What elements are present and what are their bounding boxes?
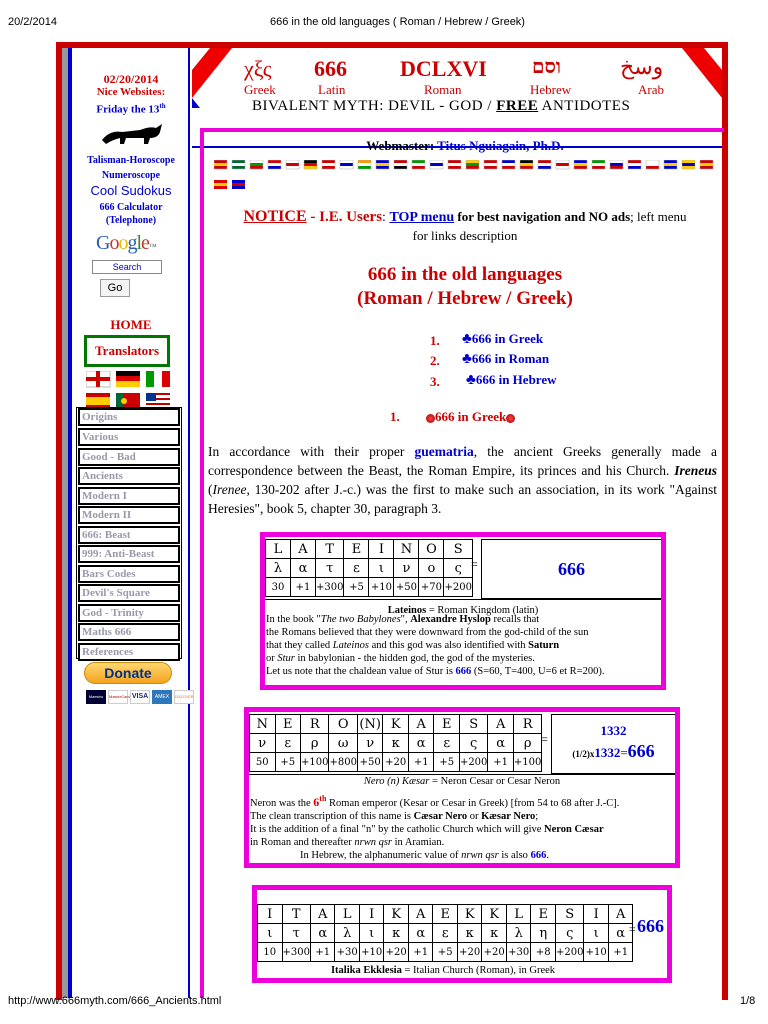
italika-greek-cell: ι xyxy=(359,924,384,943)
print-page-number: 1/8 xyxy=(740,995,756,1007)
motto-free: FREE xyxy=(496,98,539,114)
menu-item-maths-666[interactable]: Maths 666 xyxy=(78,623,180,641)
nero-nums-cell: +5 xyxy=(434,753,460,772)
lateinos-nums-cell: 30 xyxy=(266,578,291,597)
nero-nums-cell: +1 xyxy=(408,753,434,772)
language-flag-icon[interactable] xyxy=(610,160,623,169)
lateinos-caption-rest: = Roman Kingdom (latin) xyxy=(426,605,539,616)
italika-nums-cell: +200 xyxy=(555,943,583,962)
nero-latin-cell: (N) xyxy=(359,716,381,732)
italika-latin-cell: A xyxy=(408,905,433,924)
nero-half-factor: (1/2)x xyxy=(572,749,595,759)
italika-latin-cell: E xyxy=(433,905,458,924)
para-text: ( xyxy=(208,482,213,497)
nero-latin-cell: A xyxy=(408,715,434,734)
lateinos-table xyxy=(265,539,473,597)
nero-half-num: 1332 xyxy=(594,745,621,760)
section-1-title-text: 666 in Greek xyxy=(435,409,507,424)
italika-greek-cell: ε xyxy=(433,924,458,943)
friday-label: Friday the 13 xyxy=(96,103,160,116)
menu-item-god-trinity[interactable]: God - Trinity xyxy=(78,604,180,622)
italika-nums-cell: +20 xyxy=(457,943,482,962)
lateinos-row-greek xyxy=(266,559,473,578)
ireneus: Ireneus xyxy=(674,463,717,478)
lateinos-greek-cell: λ xyxy=(266,559,291,578)
lateinos-latin-cell: I xyxy=(369,540,394,559)
nero-greek-cell: ε xyxy=(275,734,301,753)
language-flag-icon[interactable] xyxy=(214,180,227,189)
black-cat-icon xyxy=(100,122,164,146)
lateinos-latin-cell: A xyxy=(291,540,316,559)
nero-nums-cell: +100 xyxy=(513,753,541,772)
arab-666: وسخ xyxy=(620,54,664,79)
italika-latin-cell: I xyxy=(584,905,609,924)
italika-total: 666 xyxy=(637,916,664,936)
italika-greek-cell: α xyxy=(608,924,633,943)
section-1-title xyxy=(426,409,515,425)
nero-note: Neron was the 6th Roman emperor (Kesar or Cesar in Greek) [from 54 to 68 after J.-C]. xyxy=(250,794,620,809)
discover-card-icon: DISCOVER xyxy=(174,690,194,704)
lateinos-latin-cell: E xyxy=(344,540,369,559)
nero-caption: Nero (n) Kæsar = Neron Cesar or Cesar Neron xyxy=(249,774,675,788)
print-title: 666 in the old languages ( Roman / Hebrew / Greek) xyxy=(270,16,525,28)
language-flag-icon[interactable] xyxy=(394,160,407,169)
nero-row-greek xyxy=(250,734,542,753)
italika-greek-cell: α xyxy=(408,924,433,943)
italika-nums-cell: +10 xyxy=(584,943,609,962)
toc-num-2: 2. xyxy=(430,353,440,368)
notice-ie: - I.E. Users xyxy=(306,209,383,225)
amex-card-icon: AMEX xyxy=(152,690,172,704)
nero-latin-cell: R xyxy=(301,715,329,734)
webmaster-line: Webmaster: Titus Nguiagain, Ph.D. xyxy=(366,138,564,153)
italika-latin-cell: L xyxy=(335,905,360,924)
talisman-link[interactable]: Talisman-Horoscope xyxy=(87,155,175,166)
hebrew-666: וסם xyxy=(532,56,561,78)
lateinos-greek-cell: ε xyxy=(344,559,369,578)
roman-label: Roman xyxy=(424,82,462,97)
guematria-link[interactable]: guematria xyxy=(414,444,474,459)
calculator-link[interactable]: 666 Calculator xyxy=(99,202,163,213)
translators-button[interactable]: Translators xyxy=(84,335,170,367)
lateinos-nums-cell: +1 xyxy=(291,578,316,597)
cool-sudokus-link[interactable]: Cool Sudokus xyxy=(90,183,172,198)
language-flag-icon[interactable] xyxy=(520,160,533,169)
menu-item-beast[interactable]: 666: Beast xyxy=(78,526,180,544)
italika-latin-cell: K xyxy=(482,905,507,924)
nero-nums-cell: +100 xyxy=(301,753,329,772)
italika-latin-cell: K xyxy=(457,905,482,924)
nero-latin-cell: R xyxy=(513,715,541,734)
nero-nums-cell: +1 xyxy=(488,753,514,772)
italika-latin-cell: L xyxy=(506,905,531,924)
menu-item-modern-1[interactable]: Modern I xyxy=(78,487,180,505)
nero-box xyxy=(244,707,680,868)
nero-latin-cell: N xyxy=(250,715,276,734)
para-text: , 130-202 after J.-c.) was the first to make such an association, in its work "Against Heresies", book 5, chapter 30, paragraph 3. xyxy=(208,482,717,516)
irenee: Irenee xyxy=(212,482,247,497)
italika-caption xyxy=(257,964,629,977)
telephone-label: (Telephone) xyxy=(105,215,157,226)
toc-item-roman[interactable] xyxy=(462,351,549,368)
italika-nums-cell: +30 xyxy=(506,943,531,962)
italika-nums-cell: +30 xyxy=(335,943,360,962)
italika-row-nums xyxy=(258,943,633,962)
visa-card-icon: VISA xyxy=(130,690,150,704)
home-link[interactable]: HOME xyxy=(110,317,152,332)
go-button[interactable]: Go xyxy=(100,279,130,297)
menu-item-bar-codes[interactable]: Bars Codes xyxy=(78,565,180,583)
nero-nums-cell: +5 xyxy=(275,753,301,772)
webmaster-name[interactable]: Titus Nguiagain, Ph.D. xyxy=(437,138,564,153)
nero-nums-cell: +20 xyxy=(383,753,409,772)
lateinos-box xyxy=(260,532,666,690)
lateinos-total: 666 xyxy=(481,539,661,599)
italika-greek-cell: λ xyxy=(335,924,360,943)
friday-13-link[interactable] xyxy=(76,102,186,116)
notice-tail-2: for links description xyxy=(412,228,518,243)
club-icon: ♣ xyxy=(462,351,472,367)
language-flag-icon[interactable] xyxy=(250,160,263,169)
print-date: 20/2/2014 xyxy=(8,16,57,28)
italika-latin-cell: I xyxy=(359,905,384,924)
nero-latin-cell: A xyxy=(488,715,514,734)
language-flag-icon[interactable] xyxy=(304,160,317,169)
lateinos-greek-cell: ς xyxy=(444,559,472,578)
motto-text: BIVALENT MYTH: DEVIL - GOD / xyxy=(252,98,497,114)
language-flag-icon[interactable] xyxy=(358,160,371,169)
nero-greek-cell: ς xyxy=(459,734,487,753)
lateinos-greek-cell: ν xyxy=(394,559,419,578)
corner-decoration-left xyxy=(192,48,242,108)
club-icon: ♣ xyxy=(466,372,476,388)
donate-button[interactable]: Donate xyxy=(84,662,172,684)
google-logo: Google™ xyxy=(96,232,156,254)
italika-latin-cell: A xyxy=(608,905,633,924)
nice-websites-label: Nice Websites: xyxy=(96,86,166,98)
nero-latin-cell: S xyxy=(459,715,487,734)
lateinos-note: or Stur in babylonian - the hidden god, the god of the mysteries. xyxy=(266,653,535,664)
intro-paragraph xyxy=(208,442,717,518)
mastercard-icon: MasterCard xyxy=(108,690,128,704)
menu-item-modern-2[interactable]: Modern II xyxy=(78,506,180,524)
nero-nums-cell: 50 xyxy=(250,753,276,772)
italika-nums-cell: +10 xyxy=(359,943,384,962)
notice: NOTICE - I.E. Users: TOP menu for best navigation and NO ads; left menu for links description xyxy=(243,208,687,243)
italika-latin-cell: A xyxy=(310,905,335,924)
para-text: , the ancient Greeks generally made a correspondence between the Beast, the Roman Empire, its princes and his Church. xyxy=(208,444,717,478)
lateinos-greek-cell: τ xyxy=(316,559,344,578)
menu-item-good-bad[interactable]: Good - Bad xyxy=(78,448,180,466)
red-ball-icon xyxy=(506,414,515,423)
language-flag-icon[interactable] xyxy=(286,160,299,169)
language-flag-icon[interactable] xyxy=(664,160,677,169)
toc-num-3: 3. xyxy=(430,374,440,389)
sidebar-date: 02/20/2014 xyxy=(103,72,159,86)
menu-item-devils-square[interactable]: Devil's Square xyxy=(78,584,180,602)
language-flag-icon[interactable] xyxy=(448,160,461,169)
lateinos-equals: = xyxy=(471,557,478,571)
italika-table xyxy=(257,904,633,962)
club-icon: ♣ xyxy=(462,331,472,347)
lateinos-note: Let us note that the chaldean value of Stur is 666 (S=60, T=400, U=6 et R=200). xyxy=(266,666,605,677)
notice-top-menu-link[interactable]: TOP menu xyxy=(389,210,455,225)
nero-nums-cell: +800 xyxy=(329,753,357,772)
language-flag-icon[interactable] xyxy=(430,160,443,169)
nero-total-666: 666 xyxy=(627,741,655,761)
italika-latin-cell: S xyxy=(555,905,583,924)
language-flag-icon[interactable] xyxy=(232,160,245,169)
lateinos-nums-cell: +50 xyxy=(394,578,419,597)
lateinos-greek-cell: α xyxy=(291,559,316,578)
lateinos-latin-cell: T xyxy=(316,540,344,559)
hebrew-label: Hebrew xyxy=(530,82,572,97)
arab-label: Arab xyxy=(638,82,664,97)
page-title xyxy=(210,263,720,311)
nero-greek-cell: κ xyxy=(383,734,409,753)
page-title-line1: 666 in the old languages xyxy=(367,264,563,285)
friday-sup: th xyxy=(159,102,166,110)
italika-greek-cell: ς xyxy=(555,924,583,943)
nero-note: It is the addition of a final "n" by the catholic Church which will give Neron Cæsar xyxy=(250,824,604,835)
lateinos-note: the Romans believed that they were downward from the god-child of the sun xyxy=(266,627,589,638)
latin-label: Latin xyxy=(318,82,346,97)
lateinos-nums-cell: +70 xyxy=(419,578,444,597)
lateinos-notes xyxy=(266,613,662,678)
payment-cards xyxy=(86,690,194,706)
language-flag-icon[interactable] xyxy=(502,160,515,169)
nero-note: in Roman and thereafter nrwn qsr in Aramian. xyxy=(250,837,445,848)
nero-greek-cell: ν xyxy=(250,734,276,753)
nero-nums-cell: +50 xyxy=(357,753,383,772)
menu-item-various[interactable]: Various xyxy=(78,428,180,446)
notice-tail: ; left menu xyxy=(630,209,687,224)
lateinos-row-latin xyxy=(266,540,473,559)
nero-latin-cell: K xyxy=(383,715,409,734)
menu-item-anti-beast[interactable]: 999: Anti-Beast xyxy=(78,545,180,563)
language-flag-icon[interactable] xyxy=(484,160,497,169)
language-flag-icon[interactable] xyxy=(538,160,551,169)
lateinos-row-nums xyxy=(266,578,473,597)
language-flag-icon[interactable] xyxy=(646,160,659,169)
language-flag-icon[interactable] xyxy=(322,160,335,169)
italika-greek-cell: κ xyxy=(482,924,507,943)
italika-nums-cell: 10 xyxy=(258,943,283,962)
flag-icons xyxy=(86,371,174,411)
lateinos-latin-cell: O xyxy=(419,540,444,559)
nero-note: The clean transcription of this name is Cæsar Nero or Kæsar Nero; xyxy=(250,811,539,822)
menu-item-origins[interactable]: Origins xyxy=(78,408,180,426)
language-flag-icon[interactable] xyxy=(628,160,641,169)
language-flag-icon[interactable] xyxy=(268,160,281,169)
italika-nums-cell: +1 xyxy=(310,943,335,962)
toc-item-greek[interactable] xyxy=(462,331,543,348)
nero-notes xyxy=(250,792,676,862)
red-ball-icon xyxy=(426,414,435,423)
italika-box xyxy=(252,885,672,983)
lateinos-nums-cell: +10 xyxy=(369,578,394,597)
italika-nums-cell: +1 xyxy=(408,943,433,962)
italika-greek-cell: λ xyxy=(506,924,531,943)
section-1-num: 1. xyxy=(390,409,400,424)
para-text: In accordance with their proper xyxy=(208,444,415,459)
nero-greek-cell: ω xyxy=(329,734,357,753)
nero-half-eq: = xyxy=(620,745,628,760)
italika-greek-cell: α xyxy=(310,924,335,943)
nero-row-nums xyxy=(250,753,542,772)
nero-total-1332: 1332 xyxy=(600,723,627,738)
notice-rest: for best navigation and NO ads xyxy=(454,209,631,224)
lateinos-nums-cell: +200 xyxy=(444,578,472,597)
nero-row-latin xyxy=(250,715,542,734)
italika-latin-cell: I xyxy=(258,905,283,924)
italika-greek-cell: κ xyxy=(384,924,409,943)
italika-caption-rest: = Italian Church (Roman), in Greek xyxy=(401,965,556,976)
latin-666: 666 xyxy=(314,56,347,81)
corner-decoration-right xyxy=(674,48,722,108)
italika-nums-cell: +1 xyxy=(608,943,633,962)
language-flag-icon[interactable] xyxy=(556,160,569,169)
nero-latin-cell: E xyxy=(275,715,301,734)
nero-greek-cell: ρ xyxy=(301,734,329,753)
language-flag-icon[interactable] xyxy=(340,160,353,169)
lateinos-caption-bold: Lateinos xyxy=(387,605,427,616)
nero-greek-cell: ρ xyxy=(513,734,541,753)
nero-greek-cell: ε xyxy=(434,734,460,753)
lateinos-note: that they called Lateinos and this god was also identified with Saturn xyxy=(266,640,560,651)
roman-666: DCLXVI xyxy=(400,56,487,81)
italika-row-latin xyxy=(258,905,633,924)
lateinos-note: In the book "The two Babylones", Alexandre Hyslop recalls that xyxy=(266,614,540,625)
nero-latin-cell: E xyxy=(434,715,460,734)
italika-nums-cell: +20 xyxy=(482,943,507,962)
language-flags-bar[interactable] xyxy=(214,160,719,192)
italika-latin-cell: K xyxy=(384,905,409,924)
language-flag-icon[interactable] xyxy=(214,160,227,169)
italika-row-greek xyxy=(258,924,633,943)
language-flag-icon[interactable] xyxy=(592,160,605,169)
print-url: http://www.666myth.com/666_Ancients.html xyxy=(8,995,222,1007)
language-flag-icon[interactable] xyxy=(376,160,389,169)
lateinos-greek-cell: ι xyxy=(369,559,394,578)
nero-note: In Hebrew, the alphanumeric value of nrwn qsr is also 666. xyxy=(300,850,549,861)
italika-latin-cell: E xyxy=(531,905,556,924)
toc-label-hebrew: 666 in Hebrew xyxy=(475,372,557,387)
banner xyxy=(192,48,722,148)
italika-greek-cell: κ xyxy=(457,924,482,943)
italika-equals: = xyxy=(629,922,636,936)
language-flag-icons[interactable] xyxy=(214,160,719,192)
lateinos-nums-cell: +5 xyxy=(344,578,369,597)
menu-item-references[interactable]: References xyxy=(78,643,180,661)
nero-latin-cell: O xyxy=(329,715,357,734)
numeroscope-link[interactable]: Numeroscope xyxy=(101,170,161,181)
lateinos-latin-cell: L xyxy=(266,540,291,559)
nero-table xyxy=(249,714,542,772)
toc-label-greek: 666 in Greek xyxy=(471,331,544,346)
motto xyxy=(252,98,630,115)
italika-caption-bold: Italika Ekklesia xyxy=(330,965,402,976)
language-flag-icon[interactable] xyxy=(700,160,713,169)
italika-greek-cell: τ xyxy=(282,924,310,943)
motto-text-end: ANTIDOTES xyxy=(538,98,631,114)
nero-greek-cell: α xyxy=(488,734,514,753)
lateinos-greek-cell: ο xyxy=(419,559,444,578)
nero-nums-cell: +200 xyxy=(459,753,487,772)
toc-label-roman: 666 in Roman xyxy=(471,351,550,366)
italika-nums-cell: +5 xyxy=(433,943,458,962)
page-title-line2: (Roman / Hebrew / Greek) xyxy=(357,288,573,309)
language-flag-icon[interactable] xyxy=(574,160,587,169)
italika-greek-cell: ι xyxy=(258,924,283,943)
maestro-card-icon: Maestro xyxy=(86,690,106,704)
toc-num-1: 1. xyxy=(430,333,440,348)
italika-nums-cell: +300 xyxy=(282,943,310,962)
lateinos-nums-cell: +300 xyxy=(316,578,344,597)
toc-item-hebrew[interactable] xyxy=(466,372,557,389)
italika-greek-cell: η xyxy=(531,924,556,943)
language-flag-icon[interactable] xyxy=(232,180,245,189)
nero-equals: = xyxy=(541,732,548,746)
italika-greek-cell: ι xyxy=(584,924,609,943)
greek-666: χξς xyxy=(244,56,272,81)
lateinos-latin-cell: N xyxy=(394,540,419,559)
main-pink-top xyxy=(200,128,724,132)
italika-latin-cell: T xyxy=(282,905,310,924)
search-input[interactable]: Search xyxy=(92,260,162,274)
menu-item-ancients[interactable]: Ancients xyxy=(78,467,180,485)
italika-nums-cell: +8 xyxy=(531,943,556,962)
main-pink-left xyxy=(200,128,204,998)
nero-greek-cell: α xyxy=(408,734,434,753)
nero-total-cell xyxy=(551,714,675,774)
nero-greek-cell: ν xyxy=(357,734,383,753)
nero-half xyxy=(552,741,675,762)
webmaster-label: Webmaster xyxy=(366,138,430,153)
greek-label: Greek xyxy=(244,82,276,97)
notice-label: NOTICE xyxy=(243,208,307,225)
italika-nums-cell: +20 xyxy=(384,943,409,962)
language-flag-icon[interactable] xyxy=(466,160,479,169)
language-flag-icon[interactable] xyxy=(412,160,425,169)
language-flag-icon[interactable] xyxy=(682,160,695,169)
lateinos-latin-cell: S xyxy=(444,540,472,559)
